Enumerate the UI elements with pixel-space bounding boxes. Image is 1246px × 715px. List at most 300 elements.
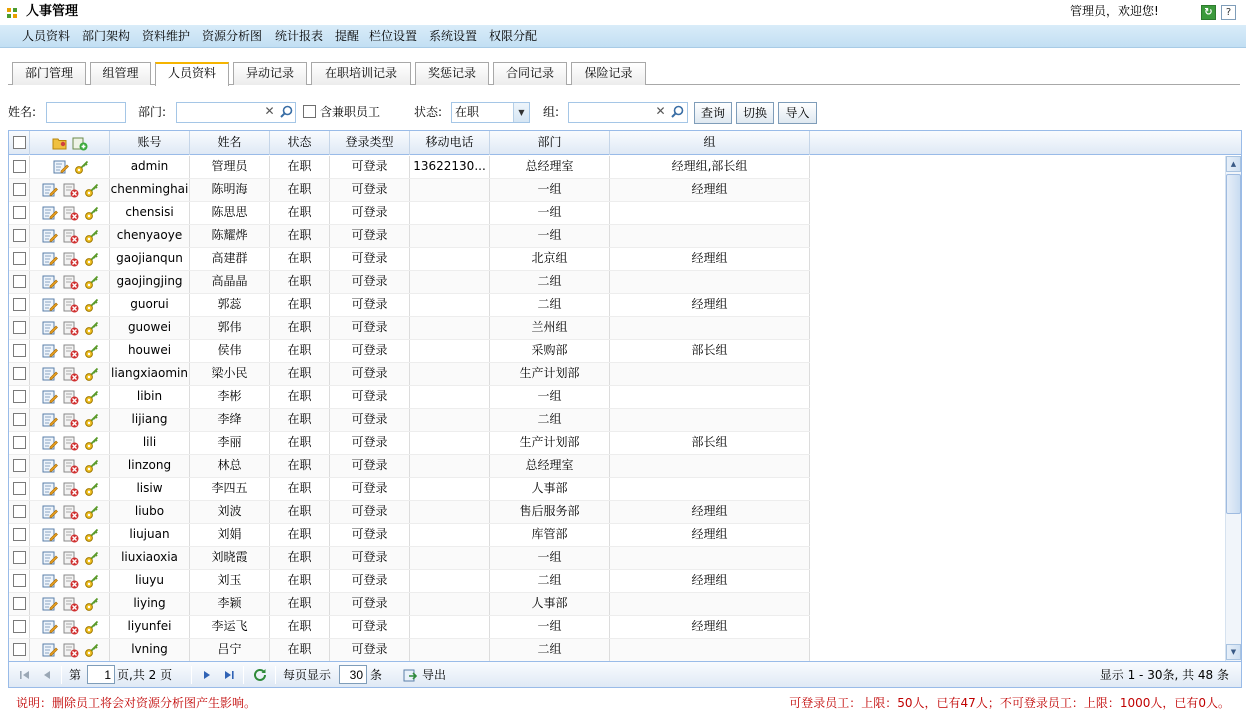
next-page-icon[interactable] [199,667,215,683]
edit-icon[interactable] [42,389,58,405]
table-row[interactable] [9,639,810,662]
edit-icon[interactable] [42,251,58,267]
cell-login-type: 可登录 [330,225,410,247]
table-row[interactable] [9,547,810,570]
row-checkbox[interactable] [13,597,26,610]
cell-name: 管理员 [190,156,270,178]
cell-login-type: 可登录 [330,432,410,454]
cell-name: 梁小民 [190,363,270,385]
chevron-down-icon[interactable]: ▼ [513,103,529,122]
table-row[interactable] [9,409,810,432]
cell-department: 售后服务部 [490,501,610,523]
footer-quota: 可登录员工：上限：50人，已有47人；不可登录员工：上限：1000人，已有0人。 [789,696,1230,710]
delete-icon[interactable] [63,619,79,635]
key-icon[interactable] [84,182,100,198]
name-input[interactable] [46,102,126,123]
menu-item-system-settings[interactable]: 系统设置 [429,29,478,43]
cell-actions [30,271,110,293]
cell-select [9,501,30,523]
key-icon[interactable] [84,435,100,451]
page-prefix-label: 第 [69,668,82,682]
cell-account: gaojingjing [110,271,190,293]
row-checkbox[interactable] [13,390,26,403]
cell-name: 李颖 [190,593,270,615]
row-checkbox[interactable] [13,551,26,564]
cell-group: 经理组 [610,616,810,638]
key-icon[interactable] [84,297,100,313]
edit-icon[interactable] [42,320,58,336]
footer-note: 说明：删除员工将会对资源分析图产生影响。 [16,696,257,710]
row-checkbox[interactable] [13,275,26,288]
edit-icon[interactable] [42,527,58,543]
key-icon[interactable] [84,550,100,566]
menu-item-reminder[interactable]: 提醒 [335,29,360,43]
cell-department: 二组 [490,570,610,592]
key-icon[interactable] [84,366,100,382]
key-icon[interactable] [84,573,100,589]
edit-icon[interactable] [42,412,58,428]
cell-login-type: 可登录 [330,455,410,477]
edit-icon[interactable] [42,228,58,244]
cell-mobile [410,501,490,523]
cell-department: 一组 [490,202,610,224]
cell-group [610,593,810,615]
cell-account: guorui [110,294,190,316]
cell-name: 郭蕊 [190,294,270,316]
cell-login-type: 可登录 [330,363,410,385]
cell-group [610,225,810,247]
row-checkbox[interactable] [13,183,26,196]
edit-icon[interactable] [42,343,58,359]
menu-item-statistics-report[interactable]: 统计报表 [275,29,324,43]
cell-account: liubo [110,501,190,523]
cell-department: 二组 [490,639,610,661]
row-checkbox[interactable] [13,229,26,242]
header-login-type[interactable]: 登录类型 [330,131,410,155]
cell-actions [30,225,110,247]
edit-icon[interactable] [42,435,58,451]
table-row[interactable] [9,524,810,547]
cell-login-type: 可登录 [330,271,410,293]
cell-mobile [410,363,490,385]
delete-icon[interactable] [63,274,79,290]
row-checkbox[interactable] [13,643,26,656]
cell-login-type: 可登录 [330,593,410,615]
include-parttime-label: 含兼职员工 [320,105,381,119]
cell-mobile [410,593,490,615]
cell-select [9,271,30,293]
cell-group [610,409,810,431]
sub-tab-bar [0,62,1246,86]
vertical-scrollbar[interactable] [1225,156,1241,662]
cell-group [610,639,810,661]
delete-icon[interactable] [63,573,79,589]
menu-item-column-settings[interactable]: 栏位设置 [369,29,418,43]
key-icon[interactable] [84,320,100,336]
cell-account: liuxiaoxia [110,547,190,569]
cell-mobile [410,524,490,546]
folder-user-icon[interactable] [52,135,68,151]
cell-actions [30,616,110,638]
cell-name: 李绛 [190,409,270,431]
key-icon[interactable] [84,596,100,612]
row-checkbox[interactable] [13,206,26,219]
clear-department-icon[interactable]: ✕ [264,104,275,118]
cell-status: 在职 [270,593,330,615]
cell-department: 北京组 [490,248,610,270]
delete-icon[interactable] [63,412,79,428]
cell-mobile [410,202,490,224]
cell-actions [30,524,110,546]
cell-actions [30,455,110,477]
cell-mobile [410,547,490,569]
cell-actions [30,593,110,615]
menu-item-permissions[interactable]: 权限分配 [489,29,538,43]
cell-status: 在职 [270,340,330,362]
tab-department-management[interactable]: 部门管理 [12,62,86,85]
cell-login-type: 可登录 [330,202,410,224]
main-menu-bar [0,25,1246,48]
cell-login-type: 可登录 [330,317,410,339]
row-checkbox[interactable] [13,574,26,587]
table-row[interactable] [9,501,810,524]
cell-account: houwei [110,340,190,362]
cell-select [9,386,30,408]
cell-actions [30,202,110,224]
menu-item-resource-analysis[interactable]: 资源分析图 [202,29,263,43]
cell-group [610,202,810,224]
table-row[interactable] [9,340,810,363]
add-employee-icon[interactable] [72,135,88,151]
cell-login-type: 可登录 [330,639,410,661]
edit-icon[interactable] [42,205,58,221]
delete-icon[interactable] [63,320,79,336]
cell-department: 生产计划部 [490,363,610,385]
group-search-icon[interactable] [669,103,686,122]
table-row[interactable] [9,593,810,616]
cell-department: 一组 [490,225,610,247]
cell-actions [30,570,110,592]
previous-page-icon[interactable] [39,667,55,683]
cell-select [9,340,30,362]
delete-icon[interactable] [63,458,79,474]
row-checkbox[interactable] [13,620,26,633]
cell-name: 刘波 [190,501,270,523]
cell-group: 经理组 [610,524,810,546]
cell-select [9,363,30,385]
edit-icon[interactable] [42,366,58,382]
table-row[interactable] [9,363,810,386]
table-row[interactable] [9,478,810,501]
scroll-up-icon[interactable]: ▲ [1226,156,1241,172]
edit-icon[interactable] [42,619,58,635]
delete-icon[interactable] [63,527,79,543]
cell-department: 总经理室 [490,455,610,477]
table-row[interactable] [9,455,810,478]
header-actions-cell [30,131,110,155]
key-icon[interactable] [84,228,100,244]
employee-grid [8,130,1242,662]
table-row[interactable] [9,570,810,593]
cell-select [9,478,30,500]
delete-icon[interactable] [63,205,79,221]
row-checkbox[interactable] [13,298,26,311]
scrollbar-thumb[interactable] [1226,174,1241,514]
delete-icon[interactable] [63,228,79,244]
row-checkbox[interactable] [13,459,26,472]
cell-department: 总经理室 [490,156,610,178]
cell-department: 兰州组 [490,317,610,339]
include-parttime-checkbox[interactable] [303,105,316,118]
tab-training-records[interactable]: 在职培训记录 [311,62,411,85]
delete-icon[interactable] [63,366,79,382]
cell-group [610,478,810,500]
key-icon[interactable] [84,412,100,428]
cell-status: 在职 [270,271,330,293]
table-row[interactable] [9,271,810,294]
cell-select [9,202,30,224]
cell-status: 在职 [270,294,330,316]
cell-name: 刘娟 [190,524,270,546]
cell-account: chensisi [110,202,190,224]
row-checkbox[interactable] [13,344,26,357]
edit-icon[interactable] [42,550,58,566]
key-icon[interactable] [84,251,100,267]
cell-group: 部长组 [610,340,810,362]
footer [0,693,1246,713]
delete-icon[interactable] [63,182,79,198]
cell-name: 刘玉 [190,570,270,592]
row-checkbox[interactable] [13,160,26,173]
key-icon[interactable] [84,389,100,405]
cell-status: 在职 [270,179,330,201]
cell-department: 人事部 [490,478,610,500]
key-icon[interactable] [84,205,100,221]
cell-select [9,593,30,615]
tab-change-records[interactable]: 异动记录 [233,62,307,85]
table-row[interactable] [9,225,810,248]
refresh-icon[interactable]: ↻ [1201,5,1216,20]
help-icon[interactable]: ? [1221,5,1236,20]
row-checkbox[interactable] [13,252,26,265]
row-checkbox[interactable] [13,321,26,334]
delete-icon[interactable] [63,297,79,313]
cell-actions [30,248,110,270]
cell-group [610,271,810,293]
cell-name: 陈思思 [190,202,270,224]
app-logo-icon [7,8,17,18]
header-select-all-cell [9,131,30,155]
delete-icon[interactable] [63,596,79,612]
tab-contract-records[interactable]: 合同记录 [493,62,567,85]
cell-department: 一组 [490,616,610,638]
page-number-input[interactable] [87,665,115,684]
table-row[interactable] [9,386,810,409]
delete-icon[interactable] [63,642,79,658]
cell-login-type: 可登录 [330,156,410,178]
cell-group: 经理组 [610,570,810,592]
export-button[interactable]: 导出 [422,668,447,682]
edit-icon[interactable] [42,504,58,520]
cell-actions [30,547,110,569]
menu-item-department-structure[interactable]: 部门架构 [82,29,131,43]
cell-actions [30,294,110,316]
row-checkbox[interactable] [13,413,26,426]
table-row[interactable] [9,248,810,271]
cell-group: 经理组 [610,179,810,201]
cell-status: 在职 [270,317,330,339]
menu-item-data-maintenance[interactable]: 资料维护 [142,29,191,43]
per-page-input[interactable] [339,665,367,684]
table-row[interactable] [9,317,810,340]
table-row[interactable] [9,179,810,202]
cell-account: lisiw [110,478,190,500]
clear-group-icon[interactable]: ✕ [655,104,666,118]
key-icon[interactable] [84,619,100,635]
cell-group [610,386,810,408]
row-checkbox[interactable] [13,367,26,380]
header-name[interactable]: 姓名 [190,131,270,155]
key-icon[interactable] [84,481,100,497]
cell-mobile [410,616,490,638]
cell-name: 侯伟 [190,340,270,362]
cell-mobile: 13622130... [410,156,490,178]
edit-icon[interactable] [42,297,58,313]
filter-bar [0,100,1246,126]
cell-login-type: 可登录 [330,409,410,431]
edit-icon[interactable] [42,596,58,612]
refresh-page-icon[interactable] [252,667,268,683]
cell-select [9,409,30,431]
delete-icon[interactable] [63,343,79,359]
key-icon[interactable] [84,343,100,359]
cell-account: liujuan [110,524,190,546]
header-group[interactable]: 组 [610,131,810,155]
key-icon[interactable] [84,458,100,474]
grid-header [9,131,1241,155]
cell-status: 在职 [270,432,330,454]
delete-icon[interactable] [63,504,79,520]
row-checkbox[interactable] [13,528,26,541]
edit-icon[interactable] [42,182,58,198]
edit-icon[interactable] [42,274,58,290]
name-label: 姓名: [8,105,37,119]
header-mobile[interactable]: 移动电话 [410,131,490,155]
cell-name: 李丽 [190,432,270,454]
cell-actions [30,639,110,661]
cell-group [610,455,810,477]
tab-reward-penalty-records[interactable]: 奖惩记录 [415,62,489,85]
cell-login-type: 可登录 [330,570,410,592]
status-select-value: 在职 [455,105,480,119]
table-row[interactable] [9,432,810,455]
edit-icon[interactable] [42,481,58,497]
row-checkbox[interactable] [13,436,26,449]
cell-mobile [410,294,490,316]
table-row[interactable] [9,156,810,179]
cell-login-type: 可登录 [330,478,410,500]
tab-insurance-records[interactable]: 保险记录 [571,62,646,85]
cell-group: 部长组 [610,432,810,454]
table-row[interactable] [9,294,810,317]
switch-button[interactable]: 切换 [736,102,774,124]
row-checkbox[interactable] [13,482,26,495]
delete-icon[interactable] [63,251,79,267]
key-icon[interactable] [84,274,100,290]
cell-group: 经理组 [610,294,810,316]
tab-group-management[interactable]: 组管理 [90,62,151,85]
export-icon[interactable] [402,667,418,683]
edit-icon[interactable] [42,573,58,589]
cell-account: lijiang [110,409,190,431]
cell-mobile [410,225,490,247]
cell-select [9,616,30,638]
header-status[interactable]: 状态 [270,131,330,155]
cell-status: 在职 [270,248,330,270]
cell-department: 库管部 [490,524,610,546]
table-row[interactable] [9,616,810,639]
header-department[interactable]: 部门 [490,131,610,155]
cell-mobile [410,570,490,592]
select-all-checkbox[interactable] [13,136,26,149]
last-page-icon[interactable] [221,667,237,683]
edit-icon[interactable] [42,642,58,658]
page-total-label: 页,共 2 页 [117,668,173,682]
cell-login-type: 可登录 [330,340,410,362]
cell-select [9,156,30,178]
status-select[interactable] [451,102,530,123]
cell-name: 林总 [190,455,270,477]
delete-icon[interactable] [63,481,79,497]
key-icon[interactable] [84,642,100,658]
cell-group [610,363,810,385]
first-page-icon[interactable] [17,667,33,683]
cell-status: 在职 [270,639,330,661]
delete-icon[interactable] [63,435,79,451]
query-button[interactable]: 查询 [694,102,732,124]
import-button[interactable]: 导入 [778,102,817,124]
cell-account: admin [110,156,190,178]
cell-group [610,317,810,339]
edit-icon[interactable] [42,458,58,474]
cell-group [610,547,810,569]
cell-actions [30,386,110,408]
cell-group: 经理组 [610,248,810,270]
department-search-icon[interactable] [278,103,295,122]
cell-mobile [410,478,490,500]
group-label: 组: [543,105,560,119]
key-icon[interactable] [84,527,100,543]
cell-actions [30,363,110,385]
cell-status: 在职 [270,478,330,500]
row-checkbox[interactable] [13,505,26,518]
cell-mobile [410,409,490,431]
table-row[interactable] [9,202,810,225]
scroll-down-icon[interactable]: ▼ [1226,644,1241,660]
cell-select [9,432,30,454]
cell-account: libin [110,386,190,408]
menu-item-personnel[interactable]: 人员资料 [22,29,71,43]
tab-personnel-data[interactable]: 人员资料 [155,62,229,86]
delete-icon[interactable] [63,550,79,566]
delete-icon[interactable] [63,389,79,405]
key-icon[interactable] [74,159,90,175]
cell-status: 在职 [270,455,330,477]
cell-login-type: 可登录 [330,524,410,546]
edit-icon[interactable] [53,159,69,175]
key-icon[interactable] [84,504,100,520]
header-account[interactable]: 账号 [110,131,190,155]
